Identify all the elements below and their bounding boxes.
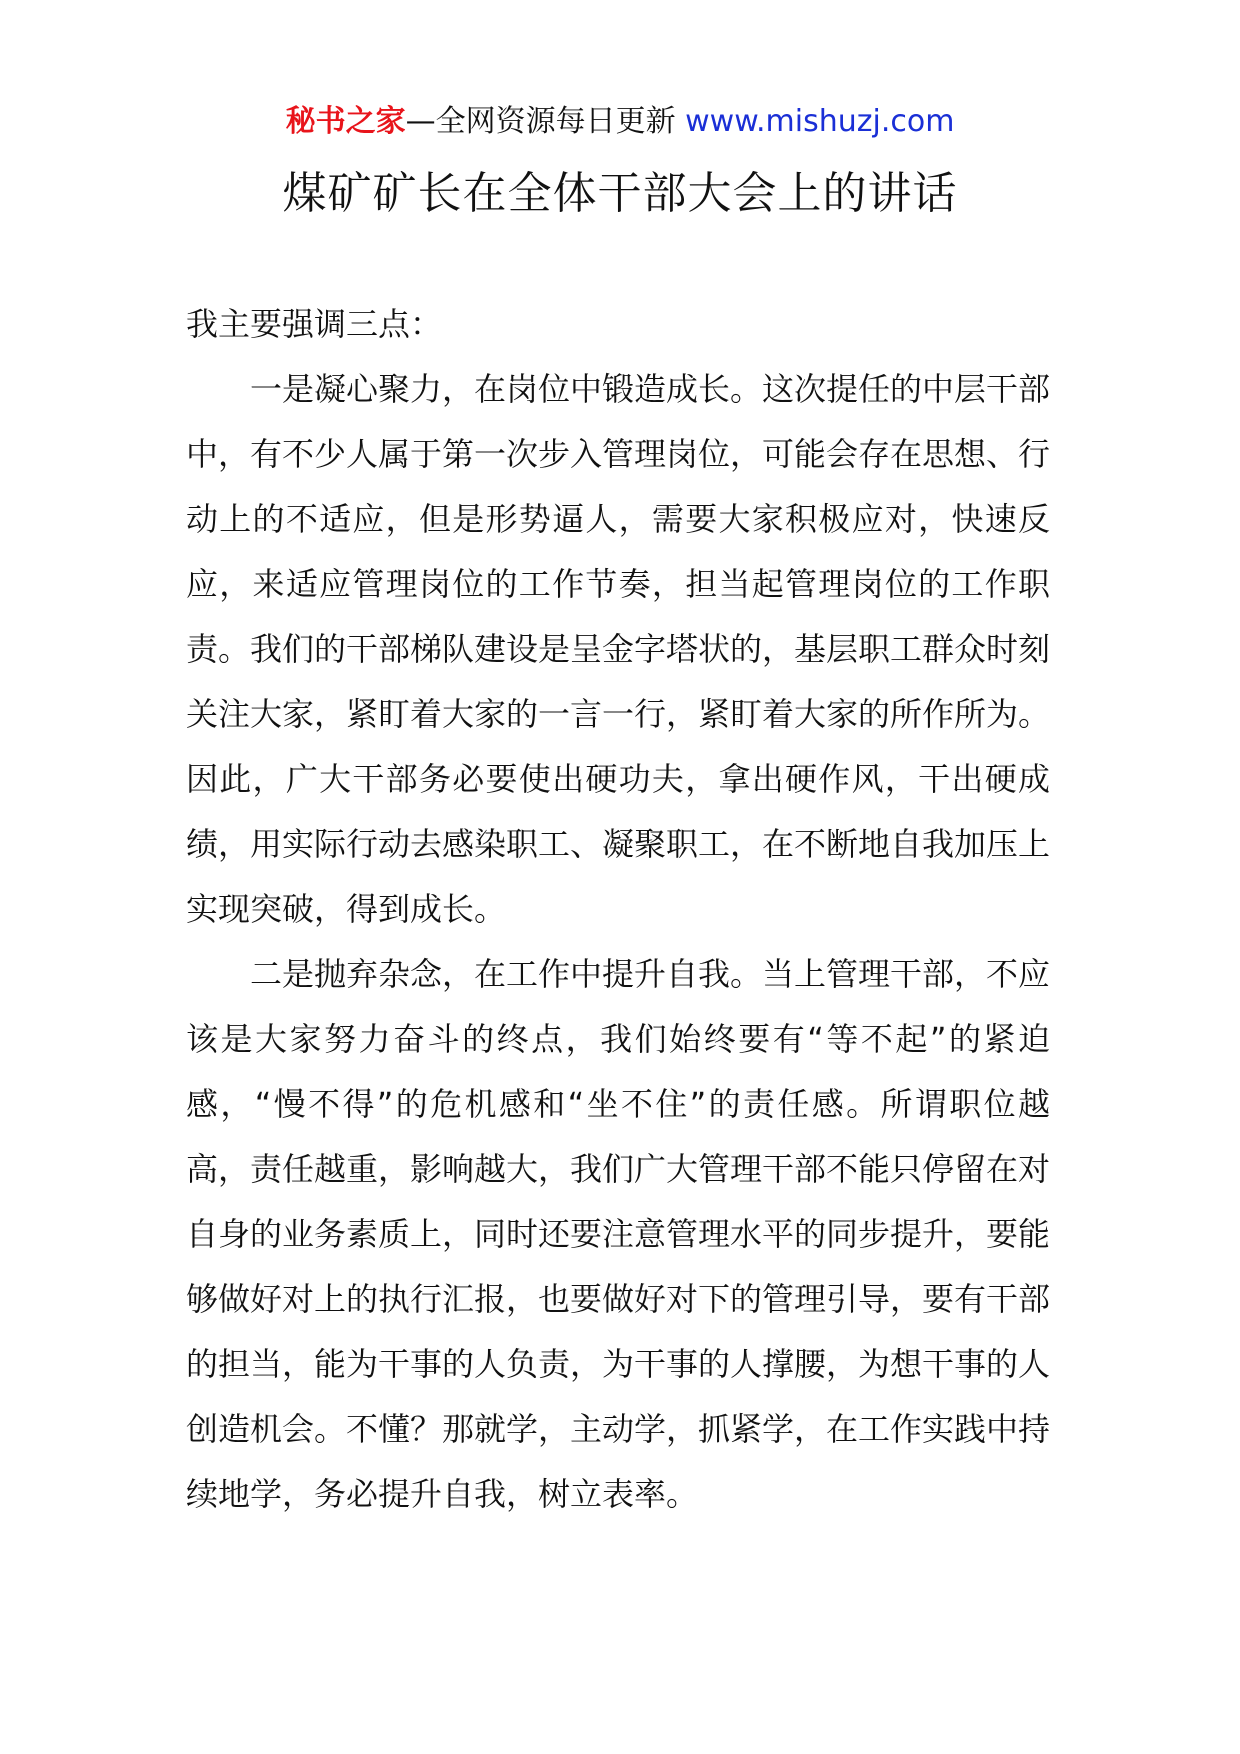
paragraph-1: 一是凝心聚力，在岗位中锻造成长。这次提任的中层干部中，有不少人属于第一次步入管理岗位，可能会存在思想、行动上的不适应，但是形势逼人，需要大家积极应对，快速反应，来适应管理岗位的工作节奏，担当起管理岗位的工作职责。我们的干部梯队建设是呈金字塔状的，基层职工群众时刻关注大家，紧盯着大家的一言一行，紧盯着大家的所作所为。因此，广大干部务必要使出硬功夫，拿出硬作风，干出硬成绩，用实际行动去感染职工、凝聚职工，在不断地自我加压上实现突破，得到成长。: [186, 370, 1051, 928]
document-title: 煤矿矿长在全体干部大会上的讲话: [282, 168, 958, 219]
intro-line: 我主要强调三点：: [186, 305, 443, 343]
document-body: [186, 292, 1050, 1527]
header-tagline: —全网资源每日更新: [405, 104, 686, 139]
brand-name: 秘书之家: [285, 104, 406, 139]
site-url: www.mishuzj.com: [685, 104, 955, 139]
paragraph-2: 二是抛弃杂念，在工作中提升自我。当上管理干部，不应该是大家努力奋斗的终点，我们始终要有“等不起”的紧迫感，“慢不得”的危机感和“坐不住”的责任感。所谓职位越高，责任越重，影响越大，我们广大管理干部不能只停留在对自身的业务素质上，同时还要注意管理水平的同步提升，要能够做好对上的执行汇报，也要做好对下的管理引导，要有干部的担当，能为干事的人负责，为干事的人撑腰，为想干事的人创造机会。不懂？那就学，主动学，抓紧学，在工作实践中持续地学，务必提升自我，树立表率。: [186, 955, 1051, 1513]
site-header: [0, 100, 1240, 144]
